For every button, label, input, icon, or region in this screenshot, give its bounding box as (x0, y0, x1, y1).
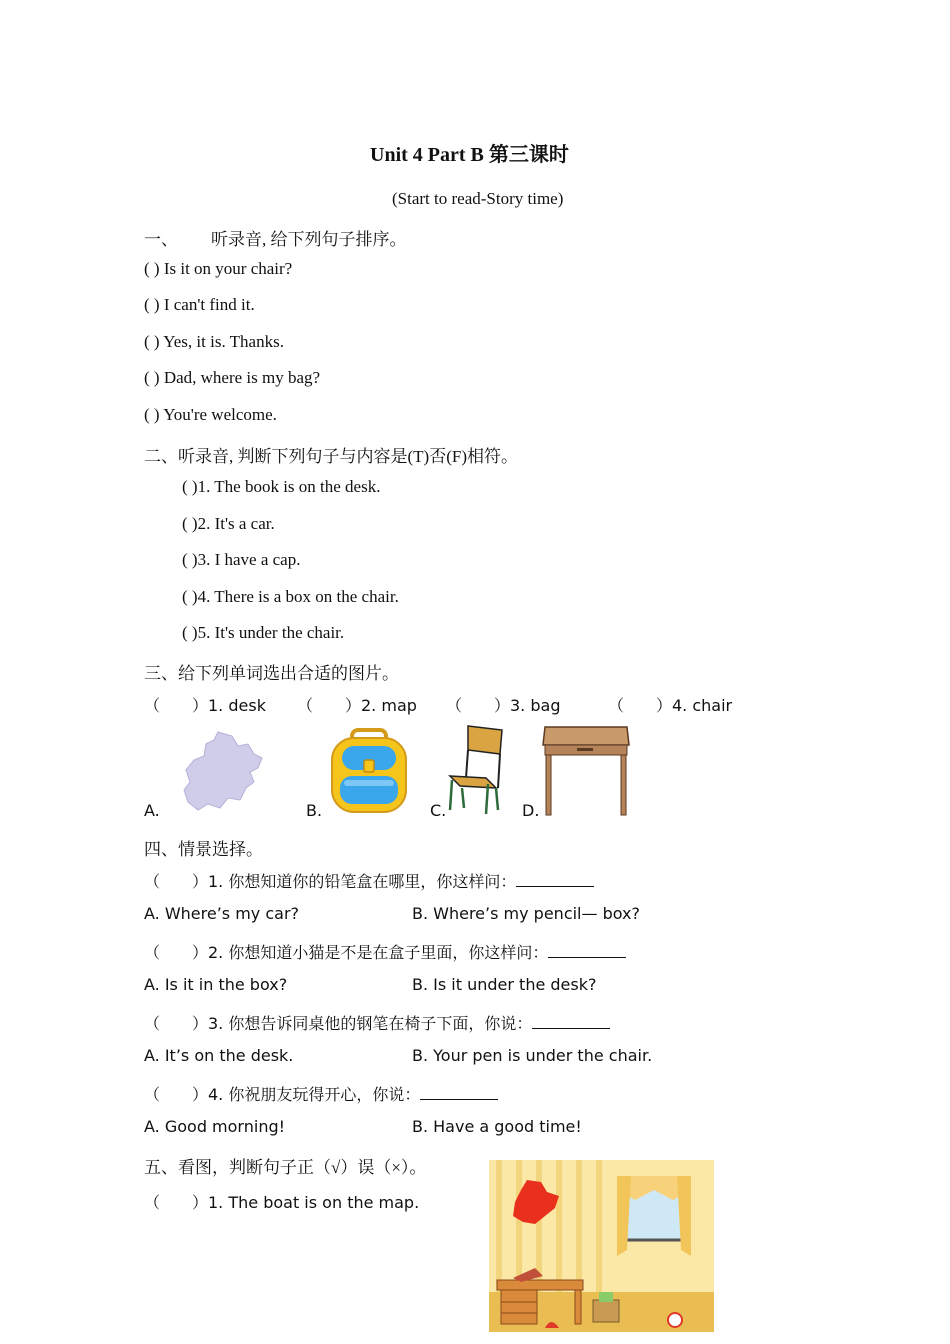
s1-item: ( ) I can't find it. (144, 295, 255, 314)
answer-blank[interactable] (516, 872, 594, 887)
s4-option-a: A. Where’s my car? (144, 904, 300, 923)
section5-heading: 五、看图，判断句子正（√）误（×）。 (144, 1158, 427, 1177)
s3-label-b: B. (306, 801, 323, 820)
s1-item: ( ) Yes, it is. Thanks. (144, 332, 284, 351)
s3-label-c: C. (430, 801, 447, 820)
s2-item: ( )4. There is a box on the chair. (182, 587, 399, 606)
room-picture (489, 1160, 714, 1332)
page-subtitle: (Start to read-Story time) (392, 189, 564, 208)
s4-question: （ ）2. 你想知道小猫是不是在盒子里面，你这样问： (144, 940, 626, 963)
s3-word: （ ）1. desk (144, 696, 266, 715)
s3-label-d: D. (522, 801, 540, 820)
answer-blank[interactable] (420, 1085, 498, 1100)
s2-item: ( )3. I have a cap. (182, 550, 301, 569)
s4-option-b: B. Your pen is under the chair. (412, 1046, 653, 1065)
section3-heading: 三、给下列单词选出合适的图片。 (144, 664, 399, 683)
s3-word: （ ）2. map (297, 696, 417, 715)
s3-word: （ ）4. chair (608, 696, 733, 715)
s4-option-b: B. Where’s my pencil— box? (412, 904, 640, 923)
s2-item: ( )5. It's under the chair. (182, 623, 345, 642)
s2-item: ( )2. It's a car. (182, 514, 275, 533)
s1-item: ( ) You're welcome. (144, 405, 277, 424)
page-title: Unit 4 Part B 第三课时 (370, 144, 569, 166)
s4-option-b: B. Have a good time! (412, 1117, 582, 1136)
s4-option-b: B. Is it under the desk? (412, 975, 597, 994)
s4-question: （ ）1. 你想知道你的铅笔盒在哪里，你这样问： (144, 869, 594, 892)
desk-picture (541, 725, 631, 817)
section4-heading: 四、情景选择。 (144, 840, 263, 859)
section1-heading: 听录音, 给下列句子排序。 (211, 230, 407, 249)
s4-option-a: A. Good morning! (144, 1117, 286, 1136)
bag-picture (326, 728, 412, 814)
s1-item: ( ) Dad, where is my bag? (144, 368, 321, 387)
s2-item: ( )1. The book is on the desk. (182, 477, 381, 496)
s4-question: （ ）3. 你想告诉同桌他的钢笔在椅子下面，你说： (144, 1011, 610, 1034)
section2-heading: 二、听录音, 判断下列句子与内容是(T)否(F)相符。 (144, 447, 518, 466)
s3-word: （ ）3. bag (446, 696, 561, 715)
s5-question: （ ）1. The boat is on the map. (144, 1193, 420, 1212)
section1-number: 一、 (144, 230, 178, 249)
s4-option-a: A. It’s on the desk. (144, 1046, 294, 1065)
s4-option-a: A. Is it in the box? (144, 975, 288, 994)
s4-question: （ ）4. 你祝朋友玩得开心，你说： (144, 1082, 498, 1105)
answer-blank[interactable] (548, 943, 626, 958)
s3-label-a: A. (144, 801, 160, 820)
map-picture (180, 728, 266, 812)
s1-item: ( ) Is it on your chair? (144, 259, 293, 278)
answer-blank[interactable] (532, 1014, 610, 1029)
chair-picture (446, 722, 508, 818)
